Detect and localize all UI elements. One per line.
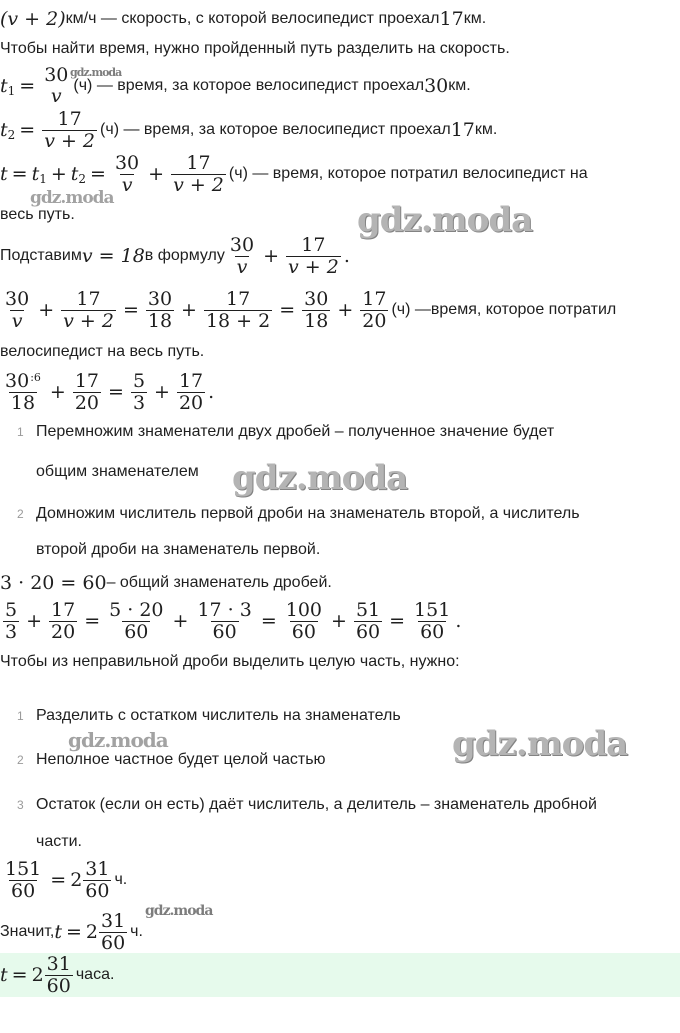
list2-number-3: 3	[17, 798, 24, 812]
sum-fractions-line: $\frac{5}{3}$ + $\frac{17}{20}$ = $\frac{5 \cdot 20}{60}$ + $\frac{17 \cdot 3}{60}$ = $\frac{100}{60}$ + $\frac{51}{60}$ = $\frac{151}{60}$ .	[5, 598, 462, 643]
list2-number-2: 2	[17, 753, 24, 767]
t2-line: t 2 = $\frac{17}{v + 2}$ (ч) — время, за которое велосипедист проехал 17 км.	[0, 107, 498, 152]
list1-item-1-line1: Перемножим знаменатели двух дробей – полученное значение будет	[36, 423, 555, 440]
list2-number-1: 1	[17, 709, 24, 723]
speed-line	[0, 9, 486, 29]
calc1-text: (ч) —время, которое потратил	[391, 301, 617, 318]
t2-subscript: 2	[7, 128, 16, 142]
improper-rule-line: Чтобы из неправильной дроби выделить целую часть, нужно:	[0, 653, 460, 670]
watermark-logo: gdz.moda	[452, 724, 628, 764]
therefore-line: Значит, t = 2 $\frac{31}{60}$ ч.	[0, 909, 143, 954]
list2-item-2: Неполное частное будет целой частью	[36, 751, 326, 768]
time-rule-line	[0, 39, 510, 59]
calc1-cont: велосипедист на весь путь.	[0, 343, 205, 360]
t1-line: t 1 = 30 v (ч) — время, за которое велосипедист проехал 30 км.	[0, 64, 471, 107]
t1-subscript: 1	[7, 84, 16, 98]
common-denominator-expr: 3 · 20 = 60	[0, 572, 107, 594]
mixed-number-line: $\frac{151}{60}$ = 2 $\frac{31}{60}$ ч.	[5, 857, 128, 902]
t1-end: км.	[448, 77, 471, 94]
watermark-logo: gdz.moda	[357, 200, 533, 240]
list2-item-3-line2: части.	[36, 833, 82, 850]
t1-fraction: 30 v	[44, 64, 69, 107]
list1-item-2-line2: второй дроби на знаменатель первой.	[36, 541, 321, 558]
list2-item-3-line1: Остаток (если он есть) даёт числитель, а делитель – знаменатель дробной	[36, 796, 597, 813]
t2-end: км.	[474, 121, 498, 138]
watermark-logo: gdz.moda	[68, 728, 168, 752]
list1-number-2: 2	[17, 507, 24, 521]
t2-fraction: $\frac{17}{v + 2}$	[44, 107, 96, 152]
speed-text: км/ч — скорость, с которой велосипедист проехал	[65, 10, 440, 27]
t1-distance: 30	[424, 75, 449, 97]
therefore-text: Значит,	[0, 923, 55, 940]
speed-end: км.	[463, 10, 487, 27]
calc1-line: $\frac{30}{v}$ + $\frac{17}{v + 2}$ = $\frac{30}{18}$ + $\frac{17}{18 + 2}$ = $\frac{30}{18}$ + $\frac{17}{20}$ (ч) —время, которое потратил	[5, 287, 617, 332]
list1-item-1-line2: общим знаменателем	[36, 463, 199, 480]
reduce-factor: :6	[30, 370, 41, 384]
t2-text: (ч) — время, за которое велосипедист проехал	[100, 121, 451, 138]
watermark-logo: gdz.moda	[30, 188, 114, 208]
reduce-line: $\frac{30^{:6}}{18}$ + $\frac{17}{20}$ = $\frac{5}{3}$ + $\frac{17}{20}$ .	[5, 369, 215, 414]
watermark-logo: gdz.moda	[232, 458, 408, 498]
t1-symbol: t	[0, 75, 8, 97]
total-time-text: (ч) — время, которое потратил велосипедист на	[228, 165, 588, 182]
answer-line: t = 2 $\frac{31}{60}$ часа.	[0, 952, 115, 997]
substitute-mid: в формулу	[144, 247, 225, 264]
speed-expression: (v + 2)	[0, 8, 66, 30]
speed-distance: 17	[439, 8, 464, 30]
substitute-line: Подставим v = 18 в формулу $\frac{30}{v}$ + $\frac{17}{v + 2}$ .	[0, 233, 350, 278]
common-denominator-line	[0, 573, 332, 593]
t2-distance: 17	[450, 119, 475, 141]
total-time-cont: весь путь.	[0, 206, 75, 223]
time-rule-text: Чтобы найти время, нужно пройденный путь разделить на скорость.	[0, 40, 510, 57]
list1-number-1: 1	[17, 425, 24, 439]
watermark-logo: gdz.moda	[145, 903, 213, 919]
t2-symbol: t	[0, 119, 8, 141]
list2-item-1: Разделить с остатком числитель на знаменатель	[36, 707, 401, 724]
common-denominator-text: – общий знаменатель дробей.	[106, 574, 332, 591]
answer-unit: часа.	[75, 966, 115, 983]
total-time-line: t = t 1 + t 2 = $\frac{30}{v}$ + $\frac{17}{v + 2}$ (ч) — время, которое потратил велосипедист на	[0, 151, 588, 196]
list1-item-2-line1: Домножим числитель первой дроби на знаменатель второй, а числитель	[36, 505, 580, 522]
watermark-logo: gdz.moda	[70, 66, 122, 79]
t1-text: (ч) — время, за которое велосипедист проехал	[73, 77, 425, 94]
mixed-unit: ч.	[114, 871, 128, 888]
substitute-eq: v = 18	[81, 245, 145, 267]
substitute-pre: Подставим	[0, 247, 82, 264]
